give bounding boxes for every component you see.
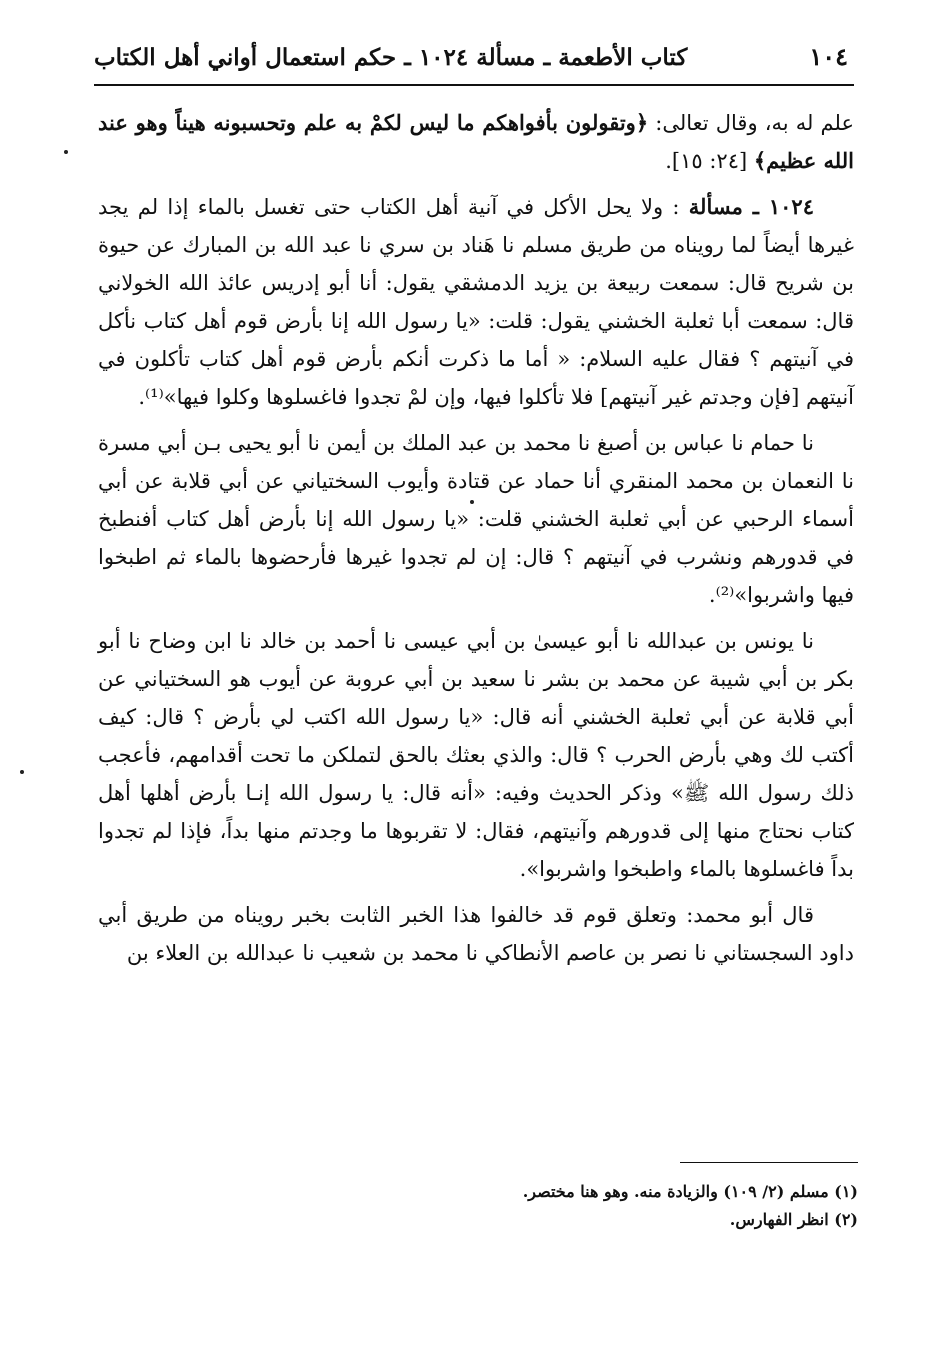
scan-speck xyxy=(64,150,68,154)
quran-quote: ﴿وتقولون بأفواهكم ما ليس لكمْ به علم وتحسبونه هيناً وهو عند الله عظيم﴾ xyxy=(98,110,854,173)
quran-reference: [٢٤: ١٥]. xyxy=(665,149,754,173)
issue-text: : ولا يحل الأكل في آنية أهل الكتاب حتى تغسل بالماء إذا لم يجد غيرها أيضاً لما رويناه من طريق مسلم نا هَناد بن سري نا عبد الله بن المبارك عن حيوة بن شريح قال: سمعت ربيعة بن يزيد الدمشقي يقول: أنا أبو إدريس عائذ الله الخولاني قال: سمعت أبا ثعلبة الخشني يقول: قلت: «يا رسول الله إنا بأرض قوم أهل كتاب نأكل في آنيتهم ؟ فقال عليه السلام: « أما ما ذكرت أنكم بأرض قوم أهل كتاب تأكلون في آنيتهم [فإن وجدتم غير آنيتهم] فلا تأكلوا فيها، وإن لمْ تجدوا فاغسلوها وكلوا فيها»⁽¹⁾. xyxy=(98,195,854,409)
running-header xyxy=(94,34,854,86)
p1-intro: علم له به، وقال تعالى: xyxy=(648,111,854,135)
scan-speck xyxy=(20,770,24,774)
footnote-2: (٢) انظر الفهارس. xyxy=(729,1210,858,1229)
paragraph-5: قال أبو محمد: وتعلق قوم قد خالفوا هذا الخبر الثابت بخبر رويناه من طريق أبي داود السجستاني نا نصر بن عاصم الأنطاكي نا محمد بن شعيب نا عبدالله بن العلاء بن xyxy=(98,903,854,965)
page-number: ١٠٤ xyxy=(809,42,848,71)
footnote-separator xyxy=(680,1162,858,1163)
scan-speck xyxy=(470,500,474,504)
issue-label: ١٠٢٤ ـ مسألة xyxy=(688,194,814,219)
footnote-1: (١) مسلم (٢/ ١٠٩) والزيادة منه. وهو هنا مختصر. xyxy=(522,1182,858,1201)
paragraph-3: نا حمام نا عباس بن أصبغ نا محمد بن عبد الملك بن أيمن نا أبو يحيى بـن أبي مسرة نا النعمان بن محمد المنقري أنا حماد عن قتادة وأيوب السختياني عن أبي قلابة عن أبي أسماء الرحبي عن أبي ثعلبة الخشني قلت: «يا رسول الله إنا بأرض أهل كتاب أفنطبخ في قدورهم ونشرب في آنيتهم ؟ قال: إن لم تجدوا غيرها فأرحضوها بالماء ثم اطبخوا فيها واشربوا»⁽²⁾. xyxy=(98,431,854,607)
paragraph-1 xyxy=(98,104,854,180)
footnotes xyxy=(98,1178,858,1234)
main-text xyxy=(98,104,854,980)
paragraph-issue-1024 xyxy=(98,188,854,416)
running-title: كتاب الأطعمة ـ مسألة ١٠٢٤ ـ حكم استعمال أواني أهل الكتاب xyxy=(94,44,688,71)
paragraph-4: نا يونس بن عبدالله نا أبو عيسىٰ بن أبي عيسى نا أحمد بن خالد نا ابن وضاح نا أبو بكر بن أبي شيبة عن محمد بن بشر نا سعيد بن أبي عروبة عن أيوب هو السختياني عن أبي قلابة عن أبي ثعلبة الخشني أنه قال: «يا رسول الله اكتب لي بأرض ؟ قال: كيف أكتب لك وهي بأرض الحرب ؟ قال: والذي بعثك بالحق لتملكن ما تحت أقدامهم، فأعجب ذلك رسول الله ﷺ» وذكر الحديث وفيه: «أنه قال: يا رسول الله إنـا بأرض أهلها أهل كتاب نحتاج منها إلى قدورهم وآنيتهم، فقال: لا تقربوها ما وجدتم منها بداً، فإذا لم تجدوا بداً فاغسلوها بالماء واطبخوا واشربوا». xyxy=(98,629,854,881)
